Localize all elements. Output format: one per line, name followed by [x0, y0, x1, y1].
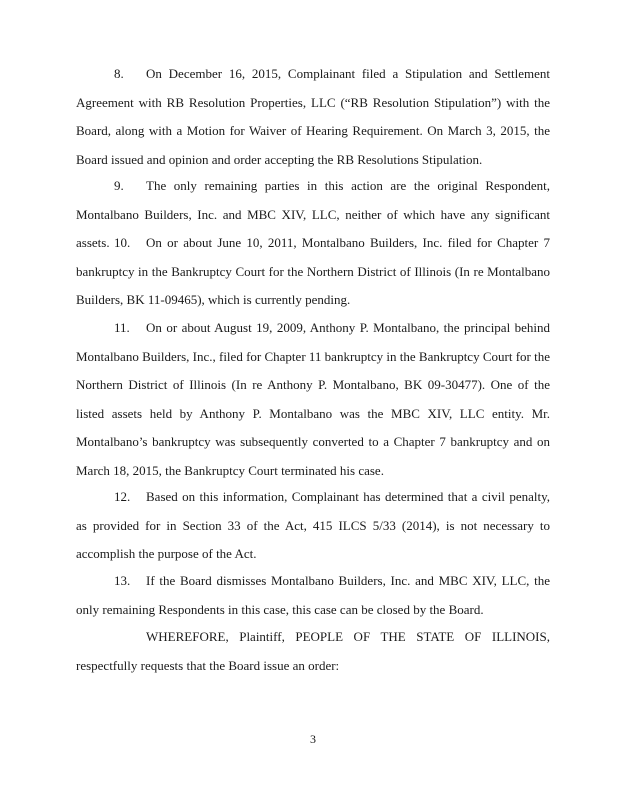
wherefore-text: WHEREFORE, Plaintiff, PEOPLE OF THE STATE OF ILLINOIS, respectfully requests that the Board issue an order:	[76, 629, 550, 673]
page-number: 3	[310, 732, 316, 746]
paragraph-13	[76, 567, 550, 624]
paragraph-text: On or about June 10, 2011, Montalbano Builders, Inc. filed for Chapter 7 bankruptcy in the Bankruptcy Court for the Northern District of Illinois (In re Montalbano Builders, BK 11-09465), which is currently pending.	[76, 235, 550, 307]
paragraph-12	[76, 483, 550, 569]
paragraph-11	[76, 314, 550, 485]
paragraph-number: 10.	[114, 235, 131, 250]
paragraph-number: 11.	[114, 320, 130, 335]
paragraph-number: 12.	[114, 489, 131, 504]
paragraph-text: If the Board dismisses Montalbano Builders, Inc. and MBC XIV, LLC, the only remaining Respondents in this case, this case can be closed by the Board.	[76, 573, 550, 617]
wherefore-clause	[76, 623, 550, 680]
paragraph-10	[76, 229, 550, 315]
paragraph-text: On or about August 19, 2009, Anthony P. Montalbano, the principal behind Montalbano Builders, Inc., filed for Chapter 11 bankruptcy in the Bankruptcy Court for the Northern District of Illinois (In re Anthony P. Montalbano, BK 09-30477). One of the listed assets held by Anthony P. Montalbano was the MBC XIV, LLC entity. Mr. Montalbano’s bankruptcy was subsequently converted to a Chapter 7 bankruptcy and on March 18, 2015, the Bankruptcy Court terminated his case.	[76, 320, 550, 478]
paragraph-text: Based on this information, Complainant has determined that a civil penalty, as provided for in Section 33 of the Act, 415 ILCS 5/33 (2014), is not necessary to accomplish the purpose of the Act.	[76, 489, 550, 561]
paragraph-8	[76, 60, 550, 174]
paragraph-text: On December 16, 2015, Complainant filed a Stipulation and Settlement Agreement with RB Resolution Properties, LLC (“RB Resolution Stipulation”) with the Board, along with a Motion for Waiver of Hearing Requirement. On March 3, 2015, the Board issued and opinion and order accepting the RB Resolutions Stipulation.	[76, 66, 550, 167]
paragraph-text: The only remaining parties in this action are the original Respondent, Montalbano Builders, Inc. and MBC XIV, LLC, neither of which have any significant assets.	[76, 178, 550, 250]
paragraph-number: 13.	[114, 573, 131, 588]
paragraph-number: 9.	[114, 178, 124, 193]
paragraph-number: 8.	[114, 66, 124, 81]
